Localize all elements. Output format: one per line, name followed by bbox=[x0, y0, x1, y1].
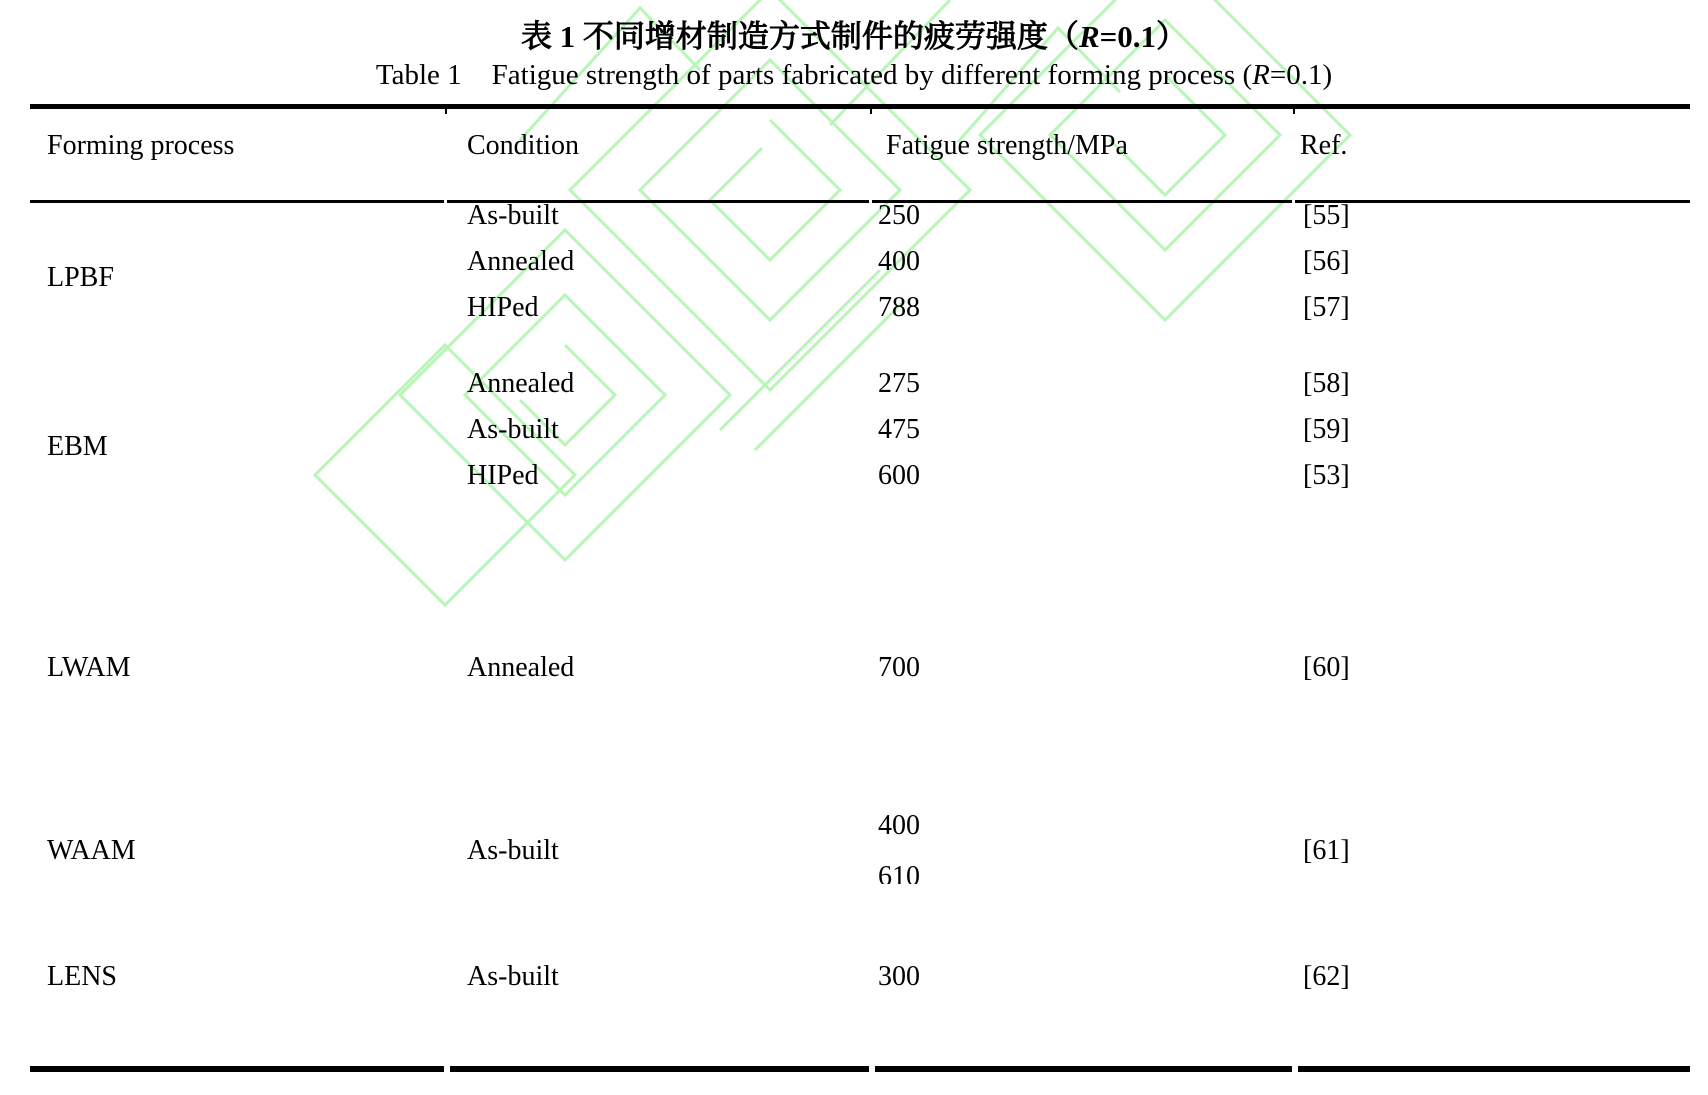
ref-cell: [58] bbox=[1303, 368, 1350, 399]
table-title-zh bbox=[0, 11, 1708, 56]
strength-cell: 400 bbox=[878, 246, 920, 277]
header-rule-segment bbox=[872, 200, 1292, 203]
table-bottom-rule-segment bbox=[30, 1066, 444, 1072]
condition-cell: As-built bbox=[467, 200, 559, 231]
process-label-waam: WAAM bbox=[47, 835, 136, 866]
strength-cell: 400 bbox=[878, 810, 920, 841]
strength-cell: 788 bbox=[878, 292, 920, 323]
strength-value: 610 bbox=[878, 861, 920, 884]
condition-cell: HIPed bbox=[467, 460, 539, 491]
ref-cell: [57] bbox=[1303, 292, 1350, 323]
table-bottom-rule-segment bbox=[875, 1066, 1292, 1072]
header-rule-segment bbox=[30, 200, 444, 203]
condition-cell: Annealed bbox=[467, 652, 575, 683]
condition-cell: Annealed bbox=[467, 368, 575, 399]
strength-cell: 275 bbox=[878, 368, 920, 399]
condition-cell: As-built bbox=[467, 835, 559, 866]
condition-cell: As-built bbox=[467, 961, 559, 992]
condition-cell: Annealed bbox=[467, 246, 575, 277]
title-en-suffix: =0.1) bbox=[1269, 59, 1333, 91]
title-en-text: Fatigue strength of parts fabricated by different forming process ( bbox=[491, 59, 1253, 91]
process-label-ebm: EBM bbox=[47, 431, 108, 462]
header-rule-segment bbox=[1295, 200, 1690, 203]
process-label-lpbf: LPBF bbox=[47, 262, 114, 293]
table-bottom-rule-segment bbox=[1298, 1066, 1690, 1072]
condition-cell: As-built bbox=[467, 414, 559, 445]
ref-cell: [61] bbox=[1303, 835, 1350, 866]
header-condition: Condition bbox=[467, 130, 580, 161]
ref-cell: [59] bbox=[1303, 414, 1350, 445]
title-zh-text: 表 1 不同增材制造方式制件的疲劳强度（ bbox=[520, 19, 1079, 54]
strength-cell-clipped bbox=[878, 857, 998, 884]
ref-cell: [62] bbox=[1303, 961, 1350, 992]
strength-cell: 700 bbox=[878, 652, 920, 683]
title-en-label: Table 1 bbox=[375, 59, 462, 91]
table-top-rule bbox=[30, 104, 1690, 109]
title-zh-suffix: =0.1） bbox=[1099, 19, 1188, 54]
column-tick bbox=[1293, 109, 1295, 114]
strength-cell: 300 bbox=[878, 961, 920, 992]
title-zh-r-italic: R bbox=[1078, 19, 1100, 54]
ref-cell: [53] bbox=[1303, 460, 1350, 491]
header-forming-process: Forming process bbox=[47, 130, 235, 161]
strength-cell: 475 bbox=[878, 414, 920, 445]
header-fatigue-strength: Fatigue strength/MPa bbox=[886, 130, 1128, 161]
table-bottom-rule-segment bbox=[450, 1066, 869, 1072]
process-label-lens: LENS bbox=[47, 961, 117, 992]
ref-cell: [56] bbox=[1303, 246, 1350, 277]
strength-cell: 250 bbox=[878, 200, 920, 231]
column-tick bbox=[445, 109, 447, 114]
ref-cell: [60] bbox=[1303, 652, 1350, 683]
process-label-lwam: LWAM bbox=[47, 652, 131, 683]
table-title-en bbox=[0, 59, 1708, 92]
strength-cell: 600 bbox=[878, 460, 920, 491]
title-en-r-italic: R bbox=[1252, 59, 1270, 91]
condition-cell: HIPed bbox=[467, 292, 539, 323]
column-tick bbox=[870, 109, 872, 114]
ref-cell: [55] bbox=[1303, 200, 1350, 231]
header-ref: Ref. bbox=[1300, 130, 1348, 161]
